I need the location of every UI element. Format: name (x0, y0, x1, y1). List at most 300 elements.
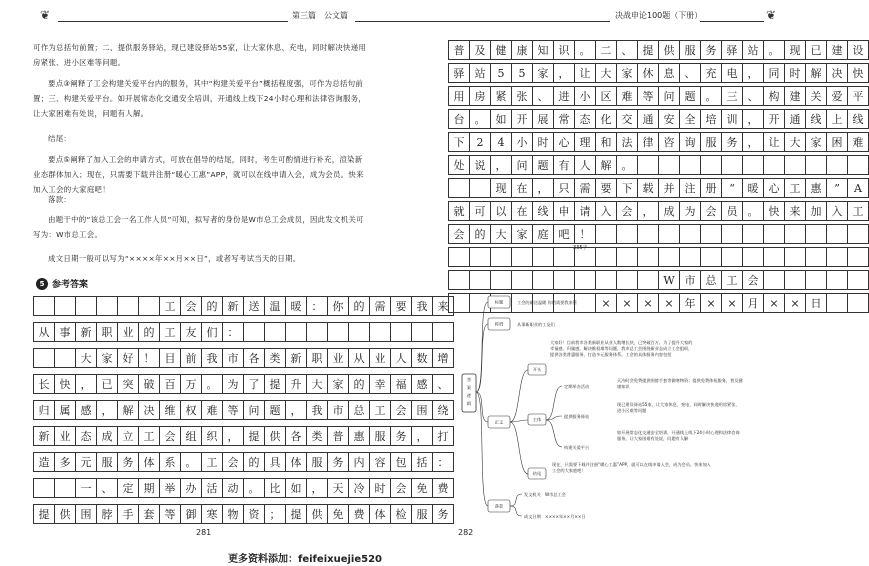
mindmap-connector (510, 422, 528, 474)
grid-cell: 只 (554, 179, 575, 197)
mindmap-sub-label: 定期举办活动 (564, 384, 590, 389)
grid-cell: 咨 (659, 133, 680, 151)
paragraph: 成文日期一般可以写为“××××年××月××日”，或者写考试当天的日期。 (48, 254, 301, 263)
grid-cell: 工 (785, 179, 806, 197)
grid-cell: 检 (391, 505, 412, 523)
grid-cell: 小 (512, 133, 533, 151)
grid-cell: 活 (202, 479, 223, 497)
grid-cell: 系 (160, 453, 181, 471)
grid-cell (55, 479, 76, 497)
grid-cell (139, 297, 160, 315)
grid-cell: 时 (370, 479, 391, 497)
grid-cell: 已 (97, 375, 118, 393)
grid-cell: 载 (638, 179, 659, 197)
grid-cell: 提 (34, 505, 55, 523)
grid-cell: 。 (617, 156, 638, 174)
grid-cell: 工 (160, 323, 181, 341)
grid-cell (806, 156, 827, 174)
grid-cell: 。 (244, 479, 265, 497)
header-rule (700, 21, 764, 22)
paragraph: 由题干中的“该总工会一名工作人员”可知，拟写者的身份是W市总工会成员，因此发文机关可写为：W市总工会。 (33, 215, 364, 239)
grid-cell: 增 (433, 349, 454, 367)
grid-cell: ， (97, 401, 118, 419)
grid-cell (848, 294, 869, 312)
grid-cell (806, 248, 827, 266)
grid-cell: 内 (349, 453, 370, 471)
mindmap-sub-label: 构建关爱平台 (564, 445, 590, 450)
grid-cell: 免 (412, 479, 433, 497)
grid-cell: 成 (659, 202, 680, 220)
grid-cell: 好 (118, 349, 139, 367)
grid-cell: 元 (76, 453, 97, 471)
grid-cell (680, 248, 701, 266)
grid-cell (743, 225, 764, 243)
grid-cell: 时 (785, 64, 806, 82)
grid-cell: 快 (55, 375, 76, 393)
grid-cell: 目 (160, 349, 181, 367)
grid-cell (638, 225, 659, 243)
grid-cell: 及 (470, 41, 491, 59)
grid-cell: 市 (328, 401, 349, 419)
grid-row (448, 109, 869, 129)
grid-cell: ： (307, 297, 328, 315)
grid-cell: 同 (764, 64, 785, 82)
grid-cell: 务 (433, 505, 454, 523)
grid-cell: 困 (827, 133, 848, 151)
grid-cell: 权 (181, 401, 202, 419)
grid-cell: 长 (34, 375, 55, 393)
grid-cell: 家 (533, 64, 554, 82)
grid-cell: 要 (391, 297, 412, 315)
grid-cell: 从 (349, 349, 370, 367)
grid-cell: 立 (118, 427, 139, 445)
grid-cell (370, 323, 391, 341)
grid-cell: 括 (412, 453, 433, 471)
grid-cell: 线 (533, 202, 554, 220)
grid-cell: 常 (554, 110, 575, 128)
grid-cell: 大 (596, 64, 617, 82)
grid-row (448, 63, 869, 83)
grid-cell (701, 156, 722, 174)
grid-cell: 免 (328, 505, 349, 523)
grid-row (448, 247, 869, 267)
grid-cell (680, 156, 701, 174)
mindmap-closing-text: 现在，只需要下载并注册“暖心工惠”APP，就可以在线申请入会，成为会员。快来加入工会的大家庭吧！ (552, 462, 711, 473)
grid-cell (596, 271, 617, 289)
grid-cell: 问 (244, 401, 265, 419)
grid-cell: 供 (659, 41, 680, 59)
grid-cell: 进 (554, 87, 575, 105)
grid-cell: 的 (244, 453, 265, 471)
grid-cell: 家 (617, 64, 638, 82)
grid-cell (743, 248, 764, 266)
header-ornament-icon: ❦ (40, 8, 51, 22)
grid-cell (827, 248, 848, 266)
header-rule (58, 21, 288, 22)
grid-cell: 紧 (491, 87, 512, 105)
grid-cell (34, 479, 55, 497)
mindmap-root-label: 答案逻辑 (466, 377, 472, 406)
grid-cell: “ (722, 179, 743, 197)
grid-cell: × (785, 294, 806, 312)
mindmap-closing-label: 结尾 (532, 471, 542, 477)
grid-cell (617, 225, 638, 243)
grid-cell (827, 225, 848, 243)
grid-cell (848, 271, 869, 289)
grid-cell (328, 323, 349, 341)
grid-cell: 以 (491, 202, 512, 220)
grid-cell: 维 (160, 401, 181, 419)
grid-cell: 现 (491, 179, 512, 197)
grid-cell: 设 (848, 41, 869, 59)
grid-cell: 如 (286, 479, 307, 497)
grid-cell: 现 (785, 41, 806, 59)
grid-cell (491, 248, 512, 266)
mindmap-main-label: 主体 (532, 417, 542, 423)
grid-cell: 会 (701, 202, 722, 220)
grid-row (33, 322, 454, 342)
grid-cell: 家 (328, 375, 349, 393)
answer-heading (36, 277, 88, 290)
mindmap-opening-label: 开头 (532, 367, 542, 373)
grid-cell: 化 (596, 110, 617, 128)
grid-cell: 问 (659, 87, 680, 105)
grid-cell: ， (412, 427, 433, 445)
grid-cell: 等 (160, 505, 181, 523)
grid-cell: 新 (286, 349, 307, 367)
mindmap-connector (476, 392, 488, 422)
grid-cell: 训 (722, 110, 743, 128)
grid-cell: 册 (701, 179, 722, 197)
grid-cell: 平 (848, 87, 869, 105)
grid-row (448, 201, 869, 221)
grid-cell: 就 (449, 202, 470, 220)
grid-cell: 站 (743, 41, 764, 59)
grid-cell: 御 (181, 505, 202, 523)
grid-cell: 申 (554, 202, 575, 220)
grid-cell: 务 (118, 453, 139, 471)
grid-cell: 家 (97, 349, 118, 367)
mindmap-signature-label: 落款 (494, 503, 504, 509)
grid-cell: 人 (575, 156, 596, 174)
grid-cell: × (638, 294, 659, 312)
page-number: 282 (458, 528, 474, 537)
grid-cell: 需 (575, 179, 596, 197)
grid-cell: 业 (118, 323, 139, 341)
grid-cell: 大 (76, 349, 97, 367)
grid-cell: 惠 (349, 427, 370, 445)
mindmap-salutation-label: 称谓 (494, 321, 504, 327)
grid-cell: A (848, 179, 869, 197)
grid-cell: ， (743, 110, 764, 128)
grid-cell: 员 (722, 202, 743, 220)
grid-cell (349, 323, 370, 341)
grid-cell: 安 (659, 110, 680, 128)
grid-cell: × (596, 294, 617, 312)
grid-cell: 类 (265, 349, 286, 367)
grid-row (448, 155, 869, 175)
grid-cell: 、 (433, 375, 454, 393)
grid-cell: 属 (55, 401, 76, 419)
grid-cell: 识 (554, 41, 575, 59)
grid-cell: 难 (202, 401, 223, 419)
mindmap-connector (510, 494, 522, 506)
grid-cell (806, 225, 827, 243)
grid-cell: 为 (223, 375, 244, 393)
grid-cell: ， (286, 401, 307, 419)
mindmap-body-label: 正文 (494, 419, 504, 425)
grid-cell: 一 (76, 479, 97, 497)
grid-cell: 。 (743, 202, 764, 220)
grid-cell: 请 (575, 202, 596, 220)
grid-cell (76, 297, 97, 315)
grid-cell: 感 (76, 401, 97, 419)
grid-cell: 律 (638, 133, 659, 151)
grid-cell: 前 (181, 349, 202, 367)
mindmap-title-text: 工会的新送温暖 你的需要我来管 (517, 300, 577, 305)
mindmap-connector (510, 506, 522, 516)
grid-cell: 供 (55, 505, 76, 523)
grid-cell (55, 349, 76, 367)
header-rule (355, 21, 400, 22)
grid-cell: 家 (512, 225, 533, 243)
grid-row (448, 132, 869, 152)
grid-cell: 服 (370, 427, 391, 445)
grid-cell: ， (533, 179, 554, 197)
grid-cell: 成 (97, 427, 118, 445)
grid-cell (554, 271, 575, 289)
grid-cell: 暖 (743, 179, 764, 197)
grid-cell: ， (223, 427, 244, 445)
grid-cell: 我 (412, 297, 433, 315)
grid-cell (286, 323, 307, 341)
grid-cell: 康 (512, 41, 533, 59)
grid-cell: 从 (34, 323, 55, 341)
grid-cell (307, 323, 328, 341)
answer-logic-mindmap (462, 292, 762, 522)
grid-cell: 工 (160, 297, 181, 315)
grid-cell: 服 (680, 41, 701, 59)
grid-cell: 了 (244, 375, 265, 393)
grid-cell: × (701, 294, 722, 312)
grid-cell (638, 271, 659, 289)
grid-cell: 入 (827, 202, 848, 220)
grid-row (33, 452, 454, 472)
grid-cell (785, 271, 806, 289)
grid-cell: 的 (349, 375, 370, 393)
mindmap-sub-text: 天冷时会免费提供围脖手套等御寒物资；提供免费体检服务，普及健康知识 (617, 378, 743, 389)
grid-cell: 我 (202, 349, 223, 367)
grid-cell: 业 (55, 427, 76, 445)
grid-cell: 、 (533, 87, 554, 105)
grid-cell: 心 (554, 133, 575, 151)
grid-cell: 我 (307, 401, 328, 419)
grid-cell: 区 (596, 87, 617, 105)
grid-cell: ； (265, 505, 286, 523)
grid-cell: 冷 (349, 479, 370, 497)
grid-cell (470, 248, 491, 266)
grid-cell: 培 (701, 110, 722, 128)
grid-cell: 织 (202, 427, 223, 445)
grid-row (448, 270, 869, 290)
grid-cell: 办 (181, 479, 202, 497)
grid-cell: 天 (328, 479, 349, 497)
grid-cell: 法 (617, 133, 638, 151)
grid-cell (449, 179, 470, 197)
grid-cell: ” (827, 179, 848, 197)
grid-cell: 解 (806, 64, 827, 82)
grid-cell: 普 (449, 41, 470, 59)
footer-contact: 更多资料添加：feifeixuejie520 (228, 554, 382, 565)
grid-cell: 会 (743, 271, 764, 289)
grid-cell: ： (433, 453, 454, 471)
grid-cell: 业 (370, 349, 391, 367)
grid-cell: 房 (470, 87, 491, 105)
grid-cell: 职 (307, 349, 328, 367)
header-rule (400, 21, 610, 22)
grid-cell: 建 (827, 41, 848, 59)
grid-cell: 市 (680, 271, 701, 289)
grid-cell: 让 (575, 64, 596, 82)
grid-cell: 业 (328, 349, 349, 367)
grid-cell: × (764, 294, 785, 312)
grid-cell: 家 (806, 133, 827, 151)
grid-cell: 事 (55, 323, 76, 341)
grid-cell: 大 (491, 225, 512, 243)
grid-cell: 费 (349, 505, 370, 523)
grid-cell: 归 (34, 401, 55, 419)
grid-cell: 幸 (370, 375, 391, 393)
grid-cell: 突 (118, 375, 139, 393)
grid-cell: 为 (680, 202, 701, 220)
grid-cell: 站 (470, 64, 491, 82)
grid-cell: 工 (848, 202, 869, 220)
grid-cell: 展 (533, 110, 554, 128)
grid-cell: 吧 (554, 225, 575, 243)
grid-cell: 工 (722, 271, 743, 289)
grid-cell: ， (491, 156, 512, 174)
grid-cell (55, 297, 76, 315)
grid-cell: 。 (575, 41, 596, 59)
grid-cell: 的 (202, 297, 223, 315)
grid-cell: 期 (139, 479, 160, 497)
grid-cell: 关 (806, 87, 827, 105)
grid-cell (491, 271, 512, 289)
grid-cell: 题 (533, 156, 554, 174)
grid-cell (764, 156, 785, 174)
grid-cell: ， (743, 133, 764, 151)
grid-cell: 来 (785, 202, 806, 220)
grid-cell (806, 271, 827, 289)
mindmap-sub-label: 提供服务驿站 (564, 414, 590, 419)
grid-row (33, 296, 454, 316)
grid-cell (680, 225, 701, 243)
grid-cell: 资 (244, 505, 265, 523)
grid-cell: 交 (617, 110, 638, 128)
grid-cell: 等 (223, 401, 244, 419)
grid-cell: 惠 (806, 179, 827, 197)
grid-cell: 比 (265, 479, 286, 497)
grid-cell: 心 (764, 179, 785, 197)
header-ornament-icon: ❦ (766, 8, 777, 22)
grid-cell (470, 179, 491, 197)
grid-cell: 月 (743, 294, 764, 312)
grid-cell: 举 (160, 479, 181, 497)
grid-cell: 询 (680, 133, 701, 151)
grid-cell: 类 (307, 427, 328, 445)
grid-cell (701, 248, 722, 266)
grid-cell: ， (743, 64, 764, 82)
grid-cell: 5 (512, 64, 533, 82)
grid-cell: 总 (349, 401, 370, 419)
grid-cell (764, 248, 785, 266)
grid-cell: 解 (596, 156, 617, 174)
grid-cell: 具 (265, 453, 286, 471)
grid-cell: 决 (827, 64, 848, 82)
grid-cell: 的 (139, 323, 160, 341)
grid-cell: 升 (286, 375, 307, 393)
grid-cell: 如 (491, 110, 512, 128)
grid-cell: 服 (412, 505, 433, 523)
grid-cell: ， (554, 64, 575, 82)
grid-cell: 说 (470, 156, 491, 174)
grid-cell (848, 248, 869, 266)
grid-cell: 职 (97, 323, 118, 341)
grid-cell: 工 (370, 401, 391, 419)
grid-cell: 服 (307, 453, 328, 471)
grid-cell: 线 (848, 110, 869, 128)
grid-row (33, 400, 454, 420)
grid-cell (617, 248, 638, 266)
grid-cell: 。 (181, 453, 202, 471)
grid-row (33, 478, 454, 498)
grid-cell (659, 156, 680, 174)
grid-cell: 工 (202, 453, 223, 471)
grid-cell (638, 248, 659, 266)
grid-row (33, 348, 454, 368)
grid-cell: 务 (722, 133, 743, 151)
grid-cell: 注 (680, 179, 701, 197)
grid-cell: 知 (533, 41, 554, 59)
grid-cell: 通 (785, 110, 806, 128)
grid-cell: 在 (512, 179, 533, 197)
grid-cell: 要 (596, 179, 617, 197)
grid-cell (470, 271, 491, 289)
grid-cell (118, 297, 139, 315)
grid-cell: 、 (680, 64, 701, 82)
grid-cell (265, 323, 286, 341)
header-book-title: 决战申论100题（下册） (615, 11, 703, 20)
grid-cell (596, 248, 617, 266)
grid-cell: 全 (680, 110, 701, 128)
mindmap-title-label: 标题 (494, 299, 504, 305)
grid-cell: 数 (412, 349, 433, 367)
grid-cell: 提 (286, 505, 307, 523)
grid-cell (848, 225, 869, 243)
grid-cell: ！ (139, 349, 160, 367)
grid-cell: 、 (617, 41, 638, 59)
grid-cell: 人 (391, 349, 412, 367)
grid-cell: 围 (412, 401, 433, 419)
grid-cell: 决 (139, 401, 160, 419)
grid-cell: 息 (659, 64, 680, 82)
grid-cell: 难 (848, 133, 869, 151)
mindmap-salutation-text: 从事新职业的工友们 (517, 322, 555, 327)
grid-cell: 下 (449, 133, 470, 151)
grid-cell: 新 (76, 323, 97, 341)
grid-cell: 打 (433, 427, 454, 445)
grid-cell: 大 (307, 375, 328, 393)
